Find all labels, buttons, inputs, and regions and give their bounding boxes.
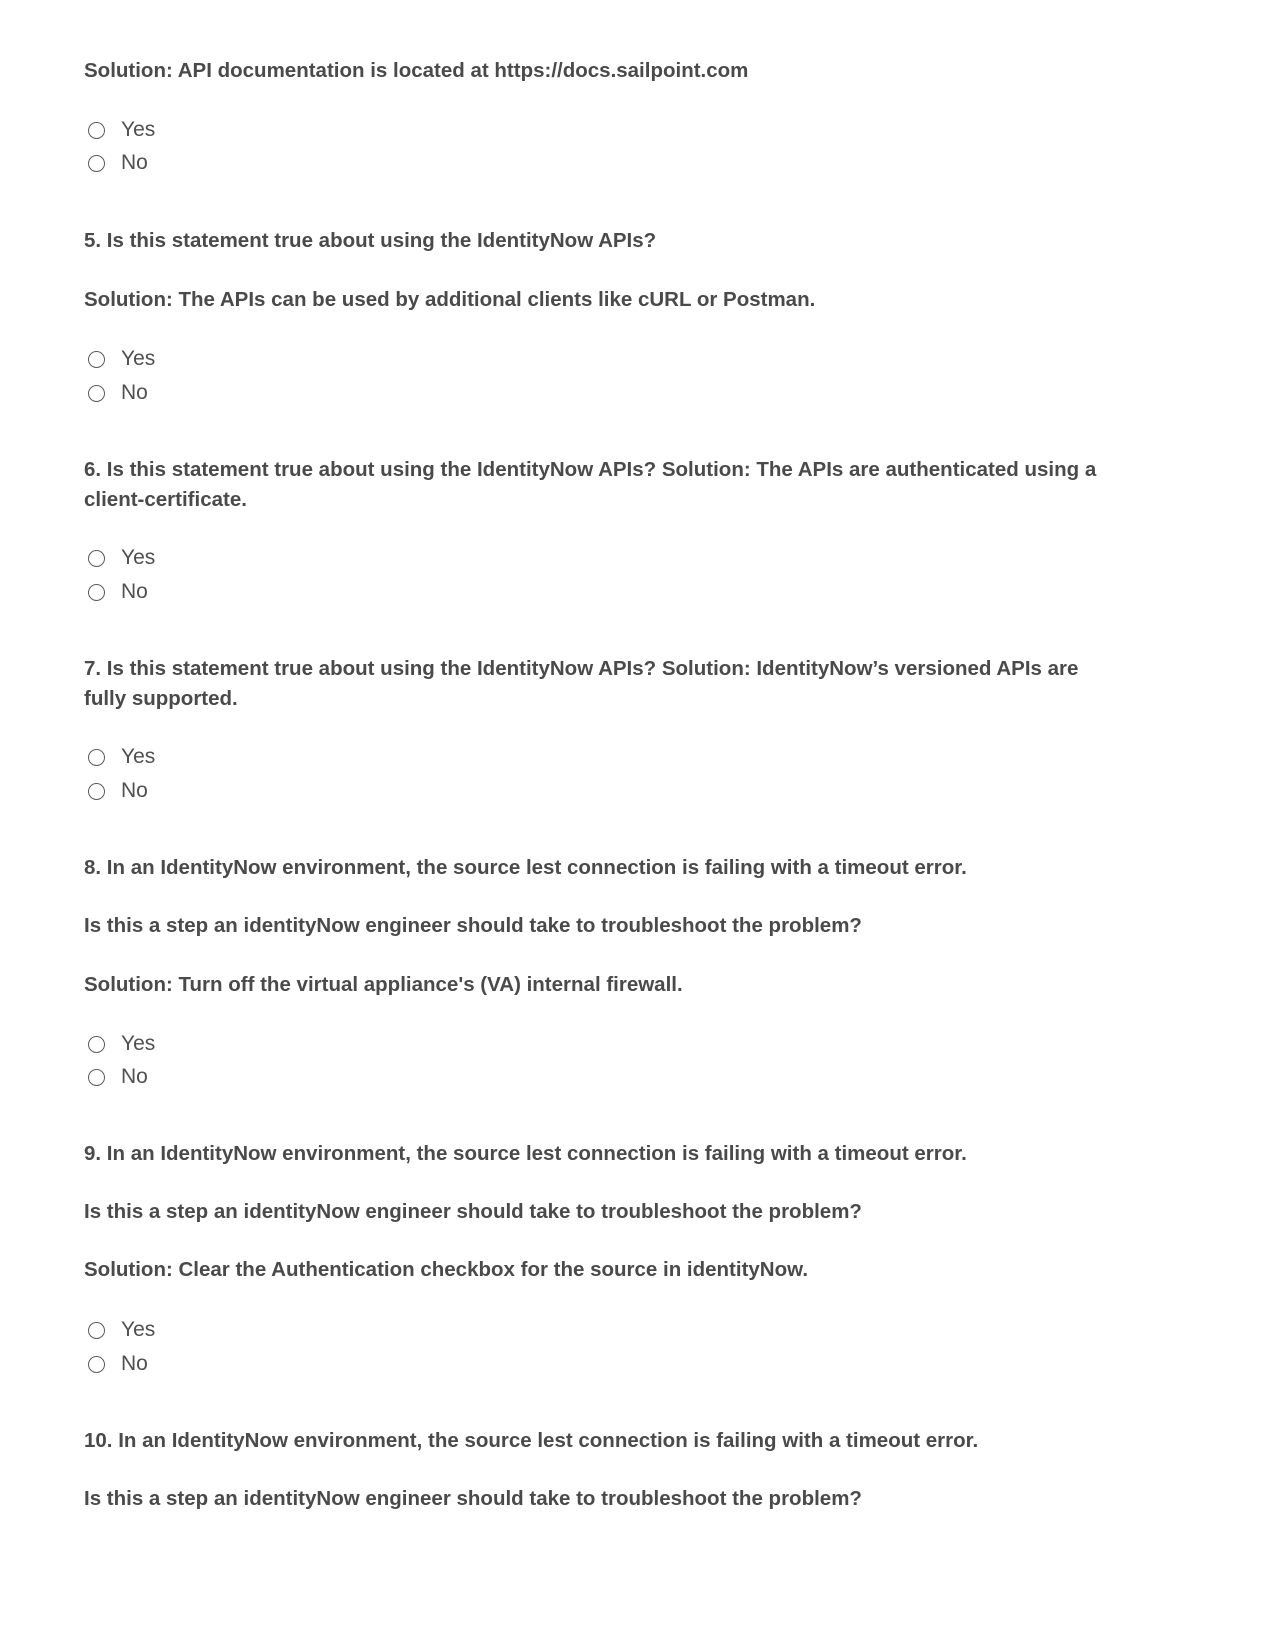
option-label: No bbox=[121, 381, 148, 404]
radio-button-icon[interactable] bbox=[88, 351, 105, 368]
q6-question-line1: 6. Is this statement true about using the IdentityNow APIs? Solution: The APIs are authenticated using a bbox=[84, 458, 1097, 481]
q7-option-no[interactable] bbox=[88, 778, 148, 804]
q8-solution: Solution: Turn off the virtual appliance's (VA) internal firewall. bbox=[84, 973, 683, 996]
radio-button-icon[interactable] bbox=[88, 1036, 105, 1053]
q7-option-yes[interactable] bbox=[88, 744, 155, 770]
option-label: Yes bbox=[121, 546, 156, 569]
q8-option-yes[interactable] bbox=[88, 1031, 155, 1057]
q5-solution: Solution: The APIs can be used by additional clients like cURL or Postman. bbox=[84, 288, 816, 311]
radio-button-icon[interactable] bbox=[88, 749, 105, 766]
radio-button-icon[interactable] bbox=[88, 1069, 105, 1086]
option-label: No bbox=[121, 1352, 148, 1375]
q8-prompt: Is this a step an identityNow engineer should take to troubleshoot the problem? bbox=[84, 914, 862, 937]
q9-solution: Solution: Clear the Authentication checkbox for the source in identityNow. bbox=[84, 1258, 809, 1281]
option-label: No bbox=[121, 580, 148, 603]
q6-question-line2: client-certificate. bbox=[84, 488, 247, 511]
q7-question-line2: fully supported. bbox=[84, 687, 238, 710]
radio-button-icon[interactable] bbox=[88, 385, 105, 402]
q10-prompt: Is this a step an identityNow engineer should take to troubleshoot the problem? bbox=[84, 1487, 862, 1510]
q5-option-yes[interactable] bbox=[88, 346, 155, 372]
q10-question: 10. In an IdentityNow environment, the source lest connection is failing with a timeout error. bbox=[84, 1429, 979, 1452]
radio-button-icon[interactable] bbox=[88, 1322, 105, 1339]
q4-solution: Solution: API documentation is located at https://docs.sailpoint.com bbox=[84, 59, 749, 82]
q9-prompt: Is this a step an identityNow engineer should take to troubleshoot the problem? bbox=[84, 1200, 862, 1223]
option-label: Yes bbox=[121, 745, 156, 768]
radio-button-icon[interactable] bbox=[88, 155, 105, 172]
radio-button-icon[interactable] bbox=[88, 783, 105, 800]
q8-option-no[interactable] bbox=[88, 1064, 148, 1090]
q6-option-no[interactable] bbox=[88, 579, 148, 605]
q6-option-yes[interactable] bbox=[88, 545, 155, 571]
option-label: Yes bbox=[121, 1032, 156, 1055]
q4-option-yes[interactable] bbox=[88, 117, 155, 143]
radio-button-icon[interactable] bbox=[88, 1356, 105, 1373]
q4-option-no[interactable] bbox=[88, 150, 148, 176]
radio-button-icon[interactable] bbox=[88, 584, 105, 601]
option-label: Yes bbox=[121, 347, 156, 370]
radio-button-icon[interactable] bbox=[88, 550, 105, 567]
option-label: No bbox=[121, 779, 148, 802]
q5-question: 5. Is this statement true about using the IdentityNow APIs? bbox=[84, 229, 657, 252]
q9-question: 9. In an IdentityNow environment, the source lest connection is failing with a timeout error. bbox=[84, 1142, 967, 1165]
option-label: Yes bbox=[121, 1318, 156, 1341]
radio-button-icon[interactable] bbox=[88, 122, 105, 139]
q8-question: 8. In an IdentityNow environment, the source lest connection is failing with a timeout error. bbox=[84, 856, 967, 879]
q7-question-line1: 7. Is this statement true about using the IdentityNow APIs? Solution: IdentityNow’s versioned APIs are bbox=[84, 657, 1079, 680]
q9-option-yes[interactable] bbox=[88, 1317, 155, 1343]
option-label: No bbox=[121, 1065, 148, 1088]
option-label: No bbox=[121, 151, 148, 174]
q9-option-no[interactable] bbox=[88, 1351, 148, 1377]
q5-option-no[interactable] bbox=[88, 380, 148, 406]
option-label: Yes bbox=[121, 118, 156, 141]
